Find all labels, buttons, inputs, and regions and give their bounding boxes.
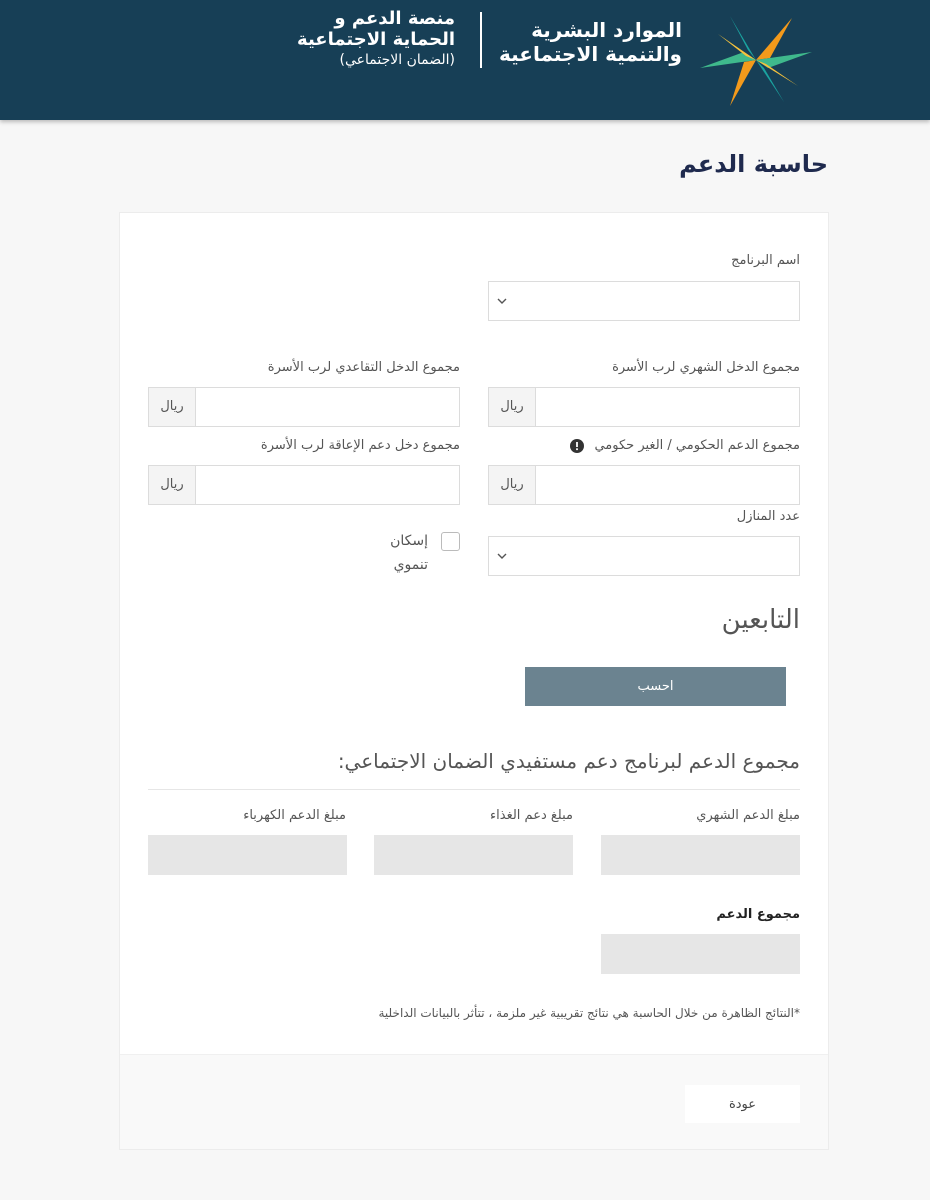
currency-addon: ريال: [489, 388, 536, 426]
chevron-down-icon: [495, 294, 509, 308]
ministry-name-line1: الموارد البشرية: [531, 18, 682, 42]
disability-income-label: مجموع دخل دعم الإعاقة لرب الأسرة: [260, 438, 460, 453]
monthly-support-label: مبلغ الدعم الشهري: [696, 808, 800, 823]
ministry-name-line2: والتنمية الاجتماعية: [499, 42, 682, 66]
info-alert-icon[interactable]: [570, 439, 584, 453]
results-heading: مجموع الدعم لبرنامج دعم مستفيدي الضمان الاجتماعي:: [337, 749, 800, 773]
developmental-housing-label: إسكان تنموي: [390, 533, 428, 573]
retirement-income-group: [148, 387, 460, 427]
gov-support-label: مجموع الدعم الحكومي / الغير حكومي: [594, 438, 800, 453]
electricity-support-label: مبلغ الدعم الكهرباء: [243, 808, 346, 823]
chevron-down-icon: [495, 549, 509, 563]
gov-support-label-wrap: [570, 438, 800, 453]
ministry-logo-icon: [696, 12, 816, 108]
monthly-income-group: [488, 387, 800, 427]
monthly-income-input[interactable]: [535, 388, 799, 426]
disability-income-input[interactable]: [195, 466, 459, 504]
platform-name-line2: الحماية الاجتماعية: [297, 29, 455, 50]
total-support-output: [601, 934, 800, 974]
program-name-label: اسم البرنامج: [731, 253, 800, 268]
houses-count-select[interactable]: [488, 536, 800, 576]
back-button[interactable]: عودة: [685, 1085, 800, 1123]
retirement-income-input[interactable]: [195, 388, 459, 426]
disclaimer-text: *النتائج الظاهرة من خلال الحاسبة هي نتائج تقريبية غير ملزمة ، تتأثر بالبيانات الداخلية: [378, 1006, 800, 1020]
site-header: [0, 0, 930, 120]
platform-name-line3: (الضمان الاجتماعي): [339, 52, 455, 68]
disability-income-group: [148, 465, 460, 505]
monthly-support-output: [601, 835, 800, 875]
developmental-housing-checkbox[interactable]: [441, 532, 460, 551]
houses-count-label: عدد المنازل: [736, 509, 800, 524]
dependents-heading: التابعين: [721, 605, 800, 635]
header-divider: [480, 12, 482, 68]
program-name-select[interactable]: [488, 281, 800, 321]
retirement-income-label: مجموع الدخل التقاعدي لرب الأسرة: [267, 360, 460, 375]
divider: [148, 789, 800, 790]
gov-support-input[interactable]: [535, 466, 799, 504]
food-support-output: [374, 835, 573, 875]
food-support-label: مبلغ دعم الغذاء: [490, 808, 573, 823]
gov-support-group: [488, 465, 800, 505]
currency-addon: ريال: [489, 466, 536, 504]
monthly-income-label: مجموع الدخل الشهري لرب الأسرة: [612, 360, 800, 375]
calculator-card: [119, 212, 829, 1150]
currency-addon: ريال: [149, 466, 196, 504]
currency-addon: ريال: [149, 388, 196, 426]
page-title: حاسبة الدعم: [679, 150, 828, 178]
calculate-button[interactable]: احسب: [525, 667, 786, 706]
electricity-support-output: [148, 835, 347, 875]
platform-name-line1: منصة الدعم و: [334, 8, 455, 29]
total-support-label: مجموع الدعم: [716, 907, 800, 922]
